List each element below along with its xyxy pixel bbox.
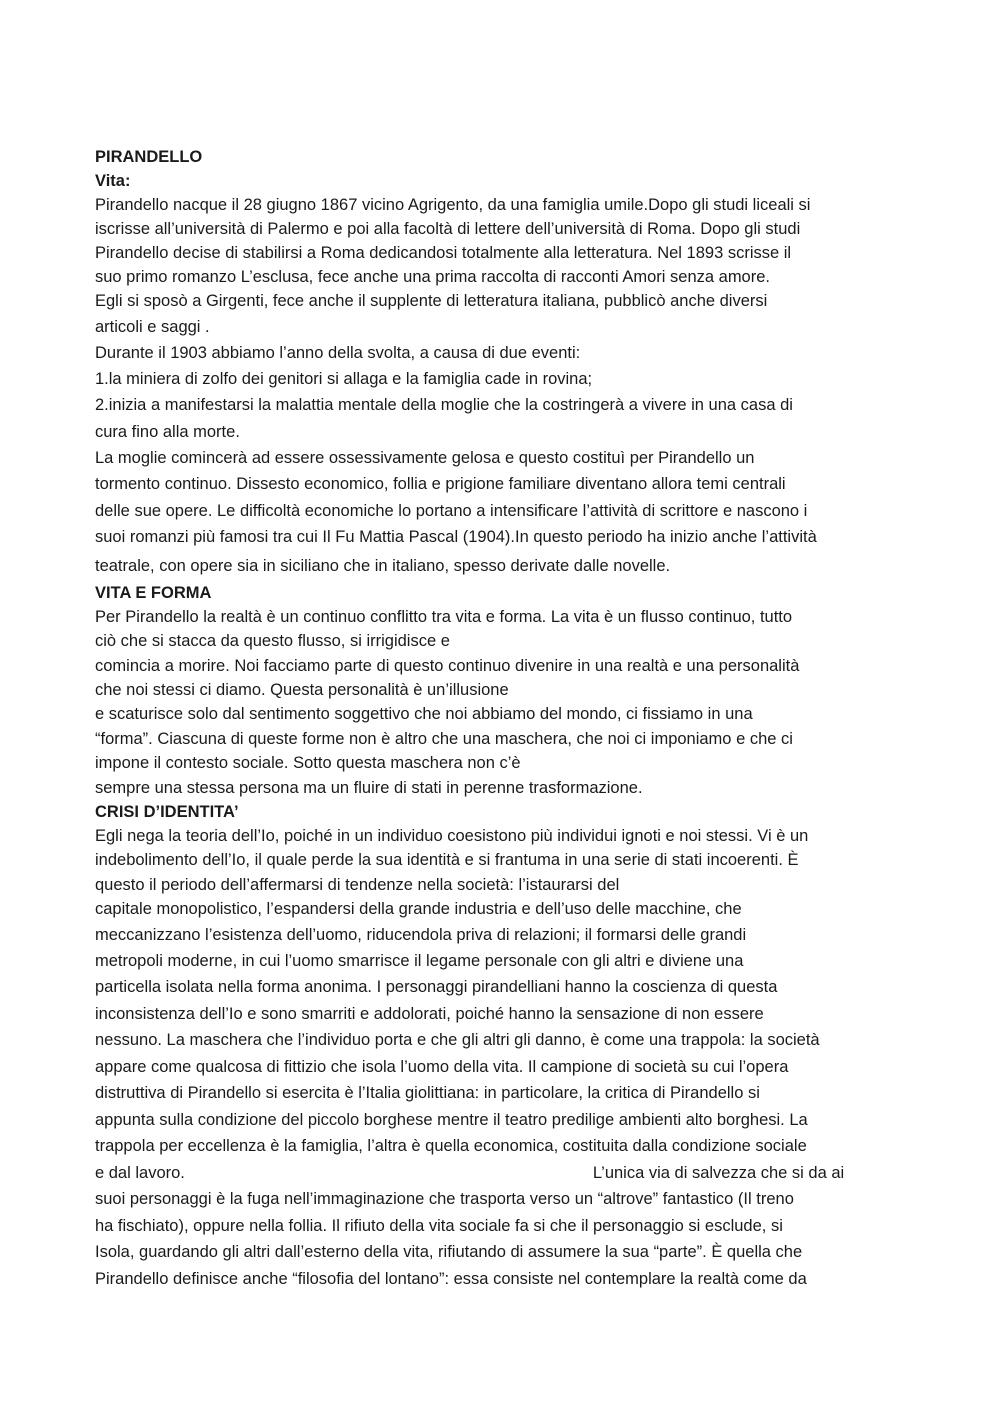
text-line: sempre una stessa persona ma un fluire di stati in perenne trasformazione. xyxy=(95,779,643,797)
section-heading-crisi-identita: CRISI D’IDENTITA’ xyxy=(95,803,239,821)
text-line: iscrisse all’università di Palermo e poi alla facoltà di lettere dell’università di Roma. Dopo gli studi xyxy=(95,220,801,238)
text-line: capitale monopolistico, l’espandersi della grande industria e dell’uso delle macchine, che xyxy=(95,900,742,918)
text-line: suo primo romanzo L’esclusa, fece anche una prima raccolta di racconti Amori senza amore. xyxy=(95,268,770,286)
text-line: teatrale, con opere sia in siciliano che in italiano, spesso derivate dalle novelle. xyxy=(95,557,671,575)
text-line: e scaturisce solo dal sentimento soggettivo che noi abbiamo del mondo, ci fissiamo in una xyxy=(95,705,753,723)
text-line: Durante il 1903 abbiamo l’anno della svolta, a causa di due eventi: xyxy=(95,344,581,362)
document-page xyxy=(95,145,910,1292)
text-line: questo il periodo dell’affermarsi di tendenze nella società: l’istaurarsi del xyxy=(95,876,620,894)
text-line: metropoli moderne, in cui l’uomo smarrisce il legame personale con gli altri e diviene una xyxy=(95,952,744,970)
text-line: nessuno. La maschera che l’individuo porta e che gli altri gli danno, è come una trappola: la società xyxy=(95,1031,820,1049)
text-line: inconsistenza dell’Io e sono smarriti e addolorati, poiché hanno la sensazione di non essere xyxy=(95,1005,764,1023)
text-line: impone il contesto sociale. Sotto questa maschera non c’è xyxy=(95,754,521,772)
text-line: comincia a morire. Noi facciamo parte di questo continuo divenire in una realtà e una personalità xyxy=(95,657,800,675)
text-line: tormento continuo. Dissesto economico, follia e prigione familiare diventano allora temi centrali xyxy=(95,475,786,493)
section-crisi-identita xyxy=(95,824,910,1292)
text-line: particella isolata nella forma anonima. I personaggi pirandelliani hanno la coscienza di questa xyxy=(95,978,778,996)
text-line: distruttiva di Pirandello si esercita è l’Italia giolittiana: in particolare, la critica di Pirandello si xyxy=(95,1084,760,1102)
text-line: ciò che si stacca da questo flusso, si irrigidisce e xyxy=(95,632,450,650)
text-line: Pirandello definisce anche “filosofia del lontano”: essa consiste nel contemplare la realtà come da xyxy=(95,1270,807,1288)
text-line: La moglie comincerà ad essere ossessivamente gelosa e questo costituì per Pirandello un xyxy=(95,449,755,467)
text-line: suoi personaggi è la fuga nell’immaginazione che trasporta verso un “altrove” fantastico (Il treno xyxy=(95,1190,794,1208)
text-line: trappola per eccellenza è la famiglia, l’altra è quella economica, costituita dalla condizione sociale xyxy=(95,1137,807,1155)
text-line: Pirandello decise di stabilirsi a Roma dedicandosi totalmente alla letteratura. Nel 1893 scrisse il xyxy=(95,244,792,262)
text-line: che noi stessi ci diamo. Questa personalità è un’illusione xyxy=(95,681,509,699)
text-fragment-left: e dal lavoro. xyxy=(95,1164,185,1182)
document-title: PIRANDELLO xyxy=(95,148,203,166)
text-line-split xyxy=(95,1160,910,1186)
section-vita xyxy=(95,193,910,581)
text-line: appunta sulla condizione del piccolo borghese mentre il teatro predilige ambienti alto borghesi. La xyxy=(95,1111,808,1129)
text-line: articoli e saggi . xyxy=(95,318,210,336)
section-heading-vita-e-forma: VITA E FORMA xyxy=(95,584,212,602)
text-line: Isola, guardando gli altri dall’esterno della vita, rifiutando di assumere la sua “parte”. È quella che xyxy=(95,1243,803,1261)
text-line: Egli si sposò a Girgenti, fece anche il supplente di letteratura italiana, pubblicò anche diversi xyxy=(95,292,768,310)
text-line: 2.inizia a manifestarsi la malattia mentale della moglie che la costringerà a vivere in una casa di xyxy=(95,396,793,414)
text-line: appare come qualcosa di fittizio che isola l’uomo della vita. Il campione di società su cui l’opera xyxy=(95,1058,789,1076)
text-line: Per Pirandello la realtà è un continuo conflitto tra vita e forma. La vita è un flusso continuo, tutto xyxy=(95,608,793,626)
text-line: indebolimento dell’Io, il quale perde la sua identità e si frantuma in una serie di stati incoerenti. È xyxy=(95,851,799,869)
section-vita-e-forma xyxy=(95,605,910,800)
text-line: Pirandello nacque il 28 giugno 1867 vicino Agrigento, da una famiglia umile.Dopo gli studi liceali si xyxy=(95,196,811,214)
text-line: “forma”. Ciascuna di queste forme non è altro che una maschera, che noi ci imponiamo e che ci xyxy=(95,730,793,748)
text-line: cura fino alla morte. xyxy=(95,423,240,441)
text-line: ha fischiato), oppure nella follia. Il rifiuto della vita sociale fa si che il personaggio si esclude, si xyxy=(95,1217,783,1235)
text-line: Egli nega la teoria dell’Io, poiché in un individuo coesistono più individui ignoti e noi stessi. Vi è un xyxy=(95,827,809,845)
text-line: suoi romanzi più famosi tra cui Il Fu Mattia Pascal (1904).In questo periodo ha inizio anche l’attività xyxy=(95,528,817,546)
text-line: delle sue opere. Le difficoltà economiche lo portano a intensificare l’attività di scrittore e nascono i xyxy=(95,502,808,520)
text-line: meccanizzano l’esistenza dell’uomo, riducendola priva di relazioni; il formarsi delle grandi xyxy=(95,926,747,944)
text-line: 1.la miniera di zolfo dei genitori si allaga e la famiglia cade in rovina; xyxy=(95,370,593,388)
section-heading-vita: Vita: xyxy=(95,172,131,190)
text-fragment-right: L’unica via di salvezza che si da ai xyxy=(592,1164,845,1182)
